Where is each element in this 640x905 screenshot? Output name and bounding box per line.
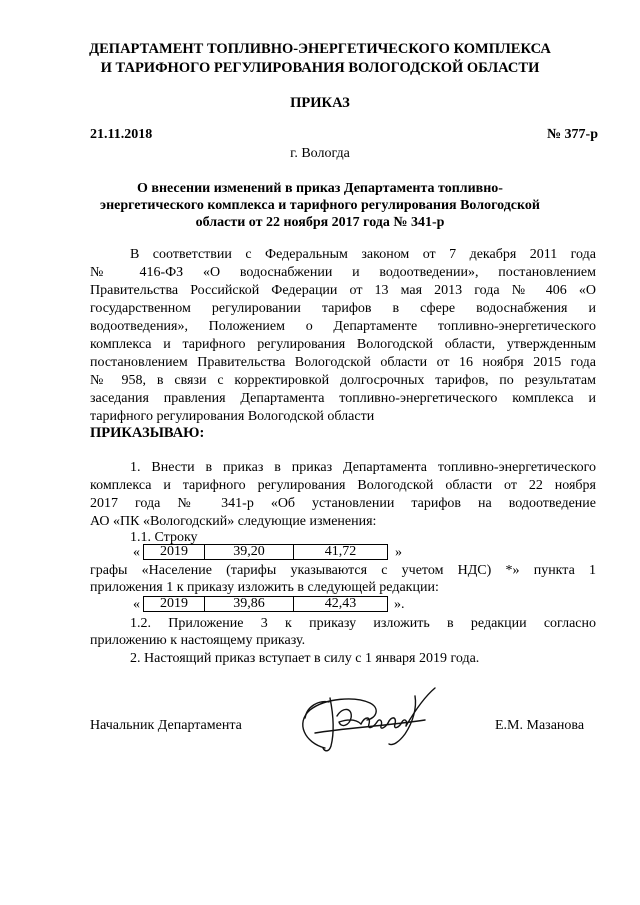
new-tariff-row: [143, 596, 388, 612]
preamble-line: постановлением Правительства Вологодской области от 16 ноября 2015 года: [90, 355, 596, 370]
order-word: ПРИКАЗЫВАЮ:: [90, 425, 205, 441]
item2-line: 2. Настоящий приказ вступает в силу с 1 января 2019 года.: [130, 651, 480, 666]
title-line: энергетического комплекса и тарифного регулирования Вологодской: [100, 198, 540, 213]
signer-name: Е.М. Мазанова: [495, 718, 585, 733]
graph-line: приложения 1 к приказу изложить в следующей редакции:: [90, 580, 439, 595]
doc-type: ПРИКАЗ: [290, 95, 350, 111]
old-row-value1: 39,20: [205, 545, 294, 559]
item1-line: 2017 года № 341-р «Об установлении тарифов на водоотведение: [90, 496, 596, 511]
new-row-open-quote: «: [133, 597, 140, 612]
city: г. Вологда: [290, 146, 350, 161]
preamble-line: В соответствии с Федеральным законом от 7 декабря 2011 года: [130, 247, 596, 262]
new-row-year: 2019: [144, 597, 205, 611]
preamble-line: комплекса и тарифного регулирования Вологодской области, утвержденным: [90, 337, 596, 352]
preamble-line: № 958, в связи с корректировкой долгосрочных тарифов, по результатам: [90, 373, 596, 388]
new-row-value2: 42,43: [324, 596, 357, 611]
new-row-value1: 39,86: [205, 597, 294, 611]
item1-line: комплекса и тарифного регулирования Вологодской области от 22 ноября: [90, 478, 596, 493]
handwritten-signature: [285, 678, 455, 758]
old-row-close-quote: »: [395, 545, 402, 560]
item12-line: 1.2. Приложение 3 к приказу изложить в редакции согласно: [130, 616, 596, 631]
old-tariff-row: [143, 544, 388, 560]
item12-line: приложению к настоящему приказу.: [90, 633, 306, 648]
preamble-line: Правительства Российской Федерации от 13 мая 2013 года № 406 «О: [90, 283, 596, 298]
item1-line: АО «ПК «Вологодский» следующие изменения:: [90, 514, 377, 529]
preamble-line: государственном регулировании тарифов в сфере водоснабжения и: [90, 301, 596, 316]
title-line: области от 22 ноября 2017 года № 341-р: [195, 215, 445, 230]
title-line: О внесении изменений в приказ Департамента топливно-: [137, 181, 503, 196]
org-name-line1: ДЕПАРТАМЕНТ ТОПЛИВНО-ЭНЕРГЕТИЧЕСКОГО КОМПЛЕКСА: [89, 41, 551, 57]
org-name-line2: И ТАРИФНОГО РЕГУЛИРОВАНИЯ ВОЛОГОДСКОЙ ОБЛАСТИ: [100, 60, 540, 76]
order-number: № 377-р: [546, 127, 598, 142]
item11-label: 1.1. Строку: [130, 530, 198, 545]
preamble-line: № 416-ФЗ «О водоснабжении и водоотведении», постановлением: [90, 265, 596, 280]
preamble-line: заседания правления Департамента топливно-энергетического комплекса и: [90, 391, 596, 406]
signer-position: Начальник Департамента: [90, 718, 242, 733]
order-date: 21.11.2018: [90, 127, 153, 142]
old-row-year: 2019: [144, 545, 205, 559]
old-row-value2: 41,72: [324, 544, 357, 559]
item1-line: 1. Внести в приказ в приказ Департамента топливно-энергетического: [130, 460, 596, 475]
preamble-line: водоотведения», Положением о Департаменте топливно-энергетического: [90, 319, 596, 334]
old-row-open-quote: «: [133, 545, 140, 560]
new-row-close-quote: ».: [394, 597, 405, 612]
preamble-line: тарифного регулирования Вологодской области: [90, 409, 375, 424]
graph-line: графы «Население (тарифы указываются с учетом НДС) *» пункта 1: [90, 563, 596, 578]
